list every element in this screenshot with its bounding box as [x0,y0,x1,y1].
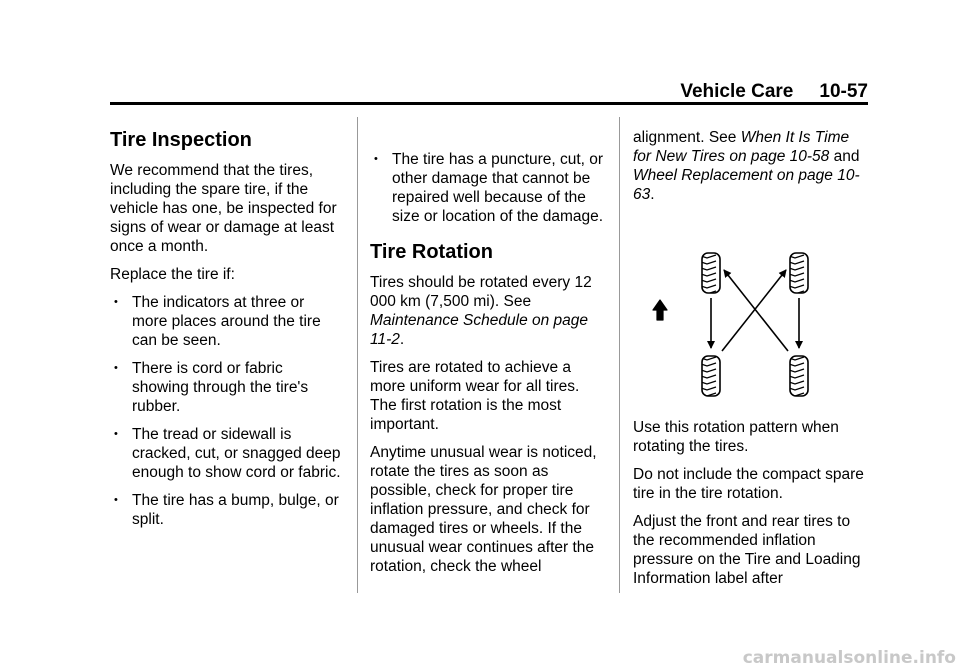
list-item-text: The tread or sidewall is cracked, cut, or snagged deep enough to show cord or fabric. [132,426,341,481]
replace-intro: Replace the tire if: [110,266,235,283]
compact-spare-text: Do not include the compact spare tire in the tire rotation. [633,466,864,502]
alignment-text: alignment. See [633,129,737,146]
cross-arrow-icon [722,270,786,351]
tire-rear-left-icon [702,356,720,396]
rotation-interval [370,273,610,349]
inflation-text: Adjust the front and rear tires to the recommended inflation pressure on the Tire and Loading Information label after [633,513,861,587]
front-direction-arrow-icon [653,300,667,320]
list-item-text: The indicators at three or more places around the tire can be seen. [132,294,321,349]
punctuation: . [650,186,655,203]
list-item [110,359,342,416]
wheel-replacement-link[interactable]: Wheel Replacement on page 10-63 [633,167,860,203]
maintenance-schedule-link[interactable]: Maintenance Schedule on page 11-2 [370,312,589,348]
tire-rotation-diagram [652,248,832,403]
unusual-wear: Anytime unusual wear is noticed, rotate the tires as soon as possible, check for proper tire inflation pressure, and check for damaged tires or wheels. If the unusual wear continues after the rotation, check the wheel [370,444,597,575]
column-3-lower [633,418,871,597]
column-divider [357,117,358,593]
new-tires-link[interactable]: When It Is Time for New Tires on page 10-58 [633,129,850,165]
heading-tire-inspection: Tire Inspection [110,129,252,151]
tire-front-left-icon [702,253,720,293]
bullet-icon: • [114,296,118,308]
cross-arrow-icon [724,270,788,351]
inspection-intro: We recommend that the tires, including the spare tire, if the vehicle has one, be inspected for signs of wear or damage at least once a month. [110,162,337,255]
section-title: Vehicle Care [680,81,794,102]
list-item-text: The tire has a bump, bulge, or split. [132,492,339,528]
heading-tire-rotation: Tire Rotation [370,241,493,263]
column-2 [370,150,610,585]
list-item-text: The tire has a puncture, cut, or other damage that cannot be repaired well because of the size or location of the damage. [392,151,604,225]
punctuation: . [399,331,405,348]
list-item [110,491,342,529]
bullet-icon: • [114,494,118,506]
list-item [370,150,610,226]
bullet-icon: • [114,428,118,440]
page-header [110,82,868,102]
tire-rear-right-icon [790,356,808,396]
column-divider [619,117,620,593]
bullet-icon: • [114,362,118,374]
rotation-pattern-text: Use this rotation pattern when rotating the tires. [633,419,839,455]
rotation-purpose: Tires are rotated to achieve a more uniform wear for all tires. The first rotation is the most important. [370,359,580,433]
column-1 [110,128,342,538]
header-rule [110,102,868,105]
list-item [110,293,342,350]
alignment-paragraph [633,128,871,204]
watermark: carmanualsonline.info [742,648,956,668]
list-item [110,425,342,482]
rotation-interval-text: Tires should be rotated every 12 000 km (7,500 mi). See [370,274,592,310]
conjunction: and [833,148,860,165]
column-3 [633,128,871,213]
tire-front-right-icon [790,253,808,293]
bullet-icon: • [374,153,378,165]
list-item-text: There is cord or fabric showing through the tire's rubber. [132,360,309,415]
page-number: 10-57 [819,81,868,102]
